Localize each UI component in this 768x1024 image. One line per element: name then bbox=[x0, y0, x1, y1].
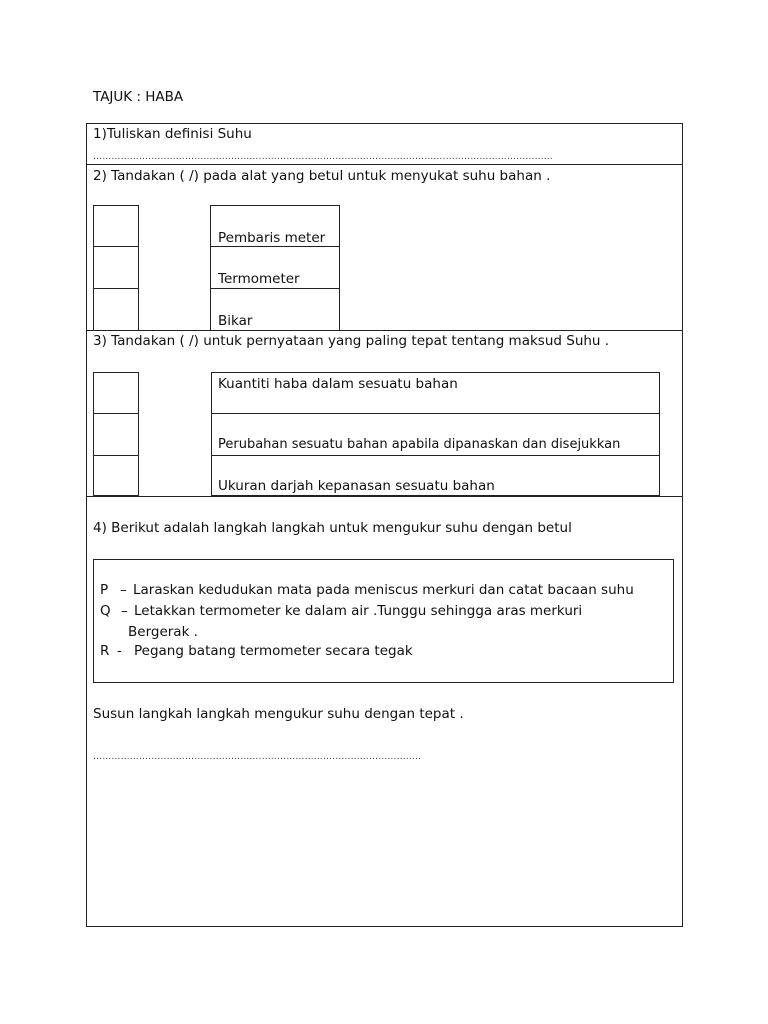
q4-question: 4) Berikut adalah langkah langkah untuk mengukur suhu dengan betul bbox=[93, 520, 572, 536]
q2-checkbox-2[interactable] bbox=[93, 246, 139, 289]
step-r-letter: R bbox=[100, 643, 110, 659]
q2-question: 2) Tandakan ( /) pada alat yang betul untuk menyukat suhu bahan . bbox=[93, 168, 551, 184]
step-q-continuation: Bergerak . bbox=[128, 624, 198, 640]
q3-checkbox-1[interactable] bbox=[93, 372, 139, 414]
q2-option-label-3: Bikar bbox=[218, 313, 253, 329]
q2-option-label-2: Termometer bbox=[218, 271, 300, 287]
divider-q1-q2 bbox=[86, 164, 683, 165]
q3-option-label-1: Kuantiti haba dalam sesuatu bahan bbox=[218, 376, 458, 392]
q3-checkbox-3[interactable] bbox=[93, 455, 139, 496]
q1-answer-line[interactable]: …………………………………………………………………………………………………………………………………… bbox=[93, 152, 553, 162]
q4-steps-box bbox=[93, 559, 674, 683]
step-q-text: Letakkan termometer ke dalam air .Tunggu sehingga aras merkuri bbox=[134, 603, 583, 619]
q3-checkbox-2[interactable] bbox=[93, 413, 139, 456]
q1-question: 1)Tuliskan definisi Suhu bbox=[93, 126, 252, 142]
q3-option-label-2: Perubahan sesuatu bahan apabila dipanaskan dan disejukkan bbox=[218, 437, 621, 452]
step-p-dash: – bbox=[120, 582, 127, 598]
q2-checkbox-3[interactable] bbox=[93, 288, 139, 331]
divider-q2-q3 bbox=[86, 330, 683, 331]
q4-answer-line[interactable]: …………………………………………………………………………………………….. bbox=[93, 752, 422, 762]
step-q-letter: Q bbox=[100, 603, 111, 619]
q3-question: 3) Tandakan ( /) untuk pernyataan yang paling tepat tentang maksud Suhu . bbox=[93, 333, 610, 349]
step-r-text: Pegang batang termometer secara tegak bbox=[134, 643, 413, 659]
q4-instruction: Susun langkah langkah mengukur suhu dengan tepat . bbox=[93, 706, 464, 722]
step-q-dash: – bbox=[121, 603, 128, 619]
page-title: TAJUK : HABA bbox=[93, 89, 184, 105]
step-p-text: Laraskan kedudukan mata pada meniscus merkuri dan catat bacaan suhu bbox=[133, 582, 634, 598]
q2-checkbox-1[interactable] bbox=[93, 205, 139, 247]
step-r-dash: - bbox=[117, 643, 122, 659]
divider-q3-q4 bbox=[86, 496, 683, 497]
q2-option-label-1: Pembaris meter bbox=[218, 230, 326, 246]
step-p-letter: P bbox=[100, 582, 109, 598]
q3-option-label-3: Ukuran darjah kepanasan sesuatu bahan bbox=[218, 478, 495, 494]
